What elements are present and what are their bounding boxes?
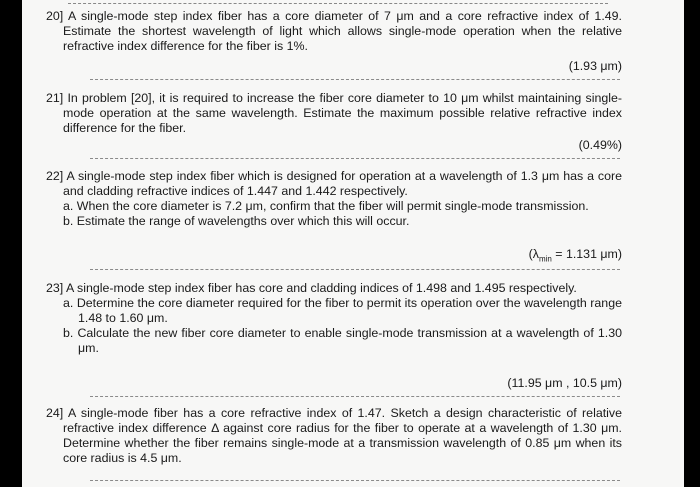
answer-22: [529, 247, 622, 263]
divider: [90, 269, 620, 270]
problem-21: [46, 91, 622, 136]
divider: [90, 480, 620, 481]
document-page: [22, 0, 684, 487]
problem-part-a: a. Determine the core diameter required for the fiber to permit its operation over the wavelength range 1.48 to 1.60 μm.: [63, 296, 622, 325]
divider: [90, 396, 620, 397]
problem-part-a: a. When the core diameter is 7.2 μm, confirm that the fiber will permit single-mode transmission.: [63, 199, 589, 213]
problem-text: A single-mode step index fiber which is designed for operation at a wavelength of 1.3 μm has a core and cladding refractive indices of 1.447 and 1.442 respectively.: [63, 169, 622, 198]
problem-number: 22]: [46, 169, 64, 183]
problem-number: 21]: [46, 91, 64, 105]
problem-text: In problem [20], it is required to increase the fiber core diameter to 10 μm whilst maintaining single-mode operation at the same wavelength. Estimate the maximum possible relative refractive index difference for the fiber.: [63, 91, 622, 135]
problem-23: [46, 281, 622, 356]
problem-number: 20]: [46, 9, 64, 23]
problem-text: A single-mode fiber has a core refractive index of 1.47. Sketch a design characteristic of relative refractive index difference Δ against core radius for the fiber to operate at a wavelength of 1.30 μm. Determine whether the fiber remains single-mode at a transmission wavelength of 0.85 μm when its core radius is 4.5 μm.: [63, 406, 622, 465]
problem-number: 23]: [46, 281, 64, 295]
answer-prefix: (λ: [528, 247, 539, 261]
answer-21: (0.49%): [578, 138, 622, 152]
problem-part-b: b. Calculate the new fiber core diameter to enable single-mode transmission at a wavelength of 1.30 μm.: [63, 326, 622, 355]
answer-subscript: min: [538, 254, 552, 264]
answer-value: = 1.131 μm): [551, 247, 622, 261]
problem-text: A single-mode step index fiber has core and cladding indices of 1.498 and 1.495 respectively.: [66, 281, 577, 295]
problem-22: [46, 169, 622, 229]
problem-20: [46, 9, 622, 54]
problem-24: [46, 406, 622, 466]
divider: [90, 158, 620, 159]
divider: [90, 79, 620, 80]
divider: [68, 3, 608, 4]
problem-part-b: b. Estimate the range of wavelengths over which this will occur.: [63, 214, 410, 228]
answer-23: (11.95 μm , 10.5 μm): [507, 376, 622, 390]
answer-20: (1.93 μm): [568, 59, 622, 73]
problem-number: 24]: [46, 406, 64, 420]
problem-text: A single-mode step index fiber has a core diameter of 7 μm and a core refractive index of 1.49. Estimate the shortest wavelength of light which allows single-mode operation when the relative refractive index difference for the fiber is 1%.: [63, 9, 622, 53]
